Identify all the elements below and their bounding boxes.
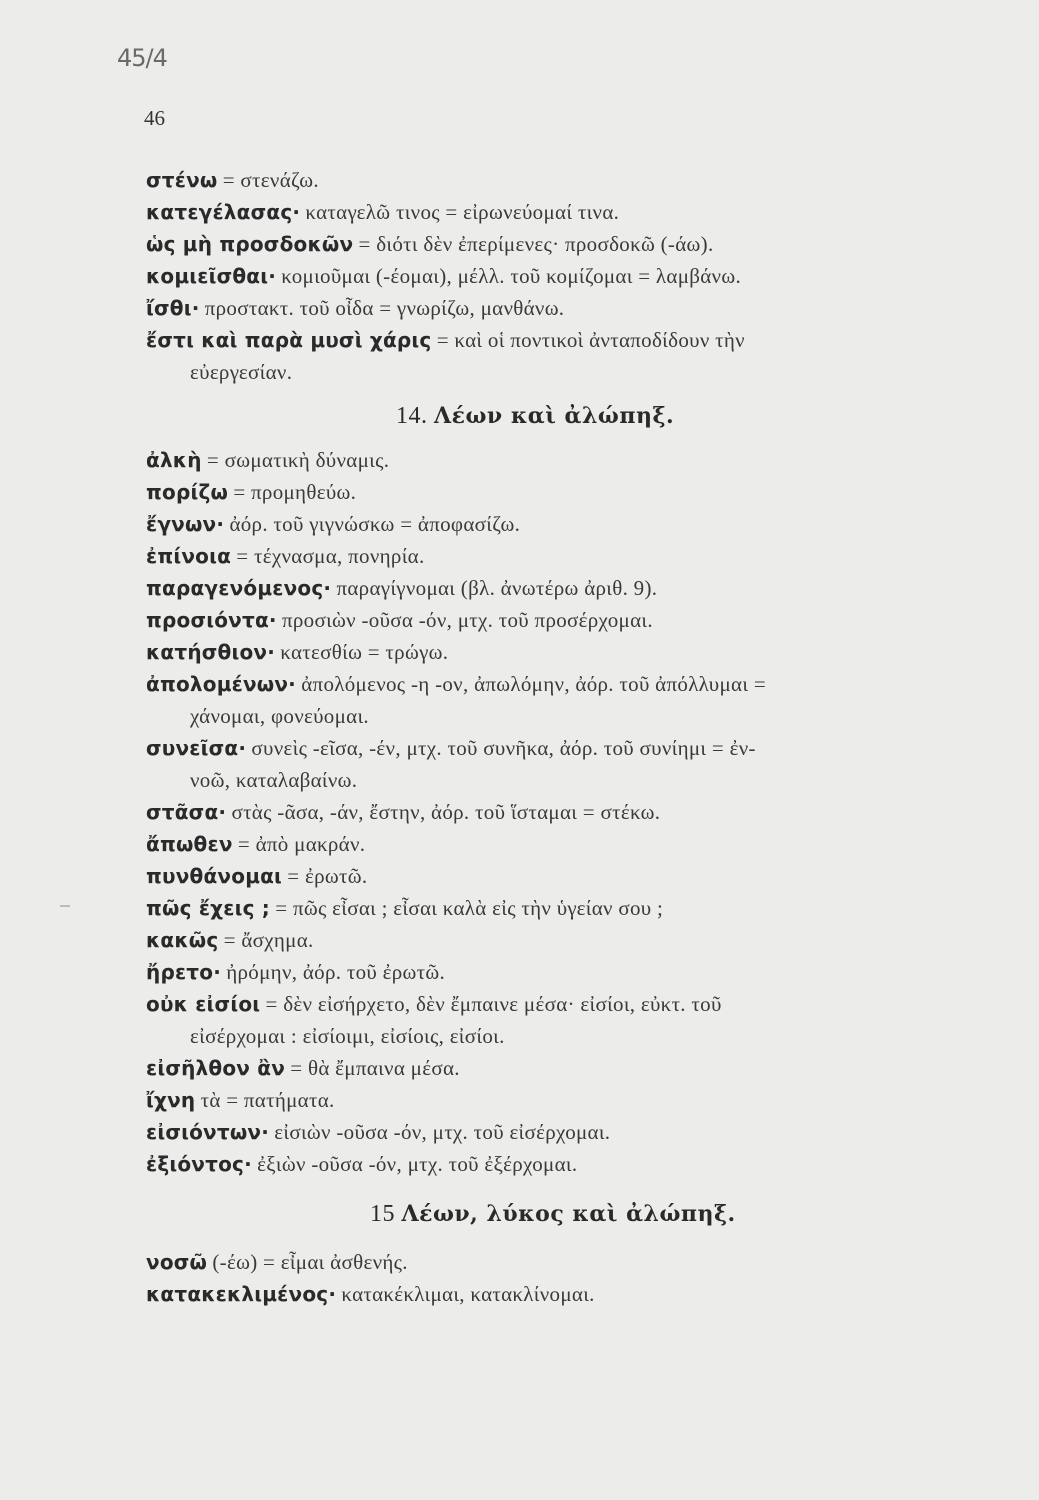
glossary-entry <box>146 260 982 292</box>
entry-term: στένω <box>146 168 218 192</box>
pencil-annotation: 45/4 <box>117 44 167 72</box>
entry-definition: = θὰ ἔμπαινα μέσα. <box>290 1056 460 1080</box>
glossary-entry <box>146 860 982 892</box>
glossary-entry <box>146 956 982 988</box>
entry-term: νοσῶ <box>146 1250 208 1274</box>
entry-definition: κατακέκλιμαι, κατακλίνομαι. <box>341 1282 595 1306</box>
glossary-entry <box>146 604 982 636</box>
glossary-entry <box>146 1148 982 1180</box>
entry-continuation: χάνομαι, φονεύομαι. <box>190 704 369 728</box>
glossary-content <box>146 164 982 1310</box>
entry-term: ἴχνη <box>146 1088 196 1112</box>
entry-definition: = στενάζω. <box>222 168 319 192</box>
entry-definition: συνεὶς -εῖσα, -έν, μτχ. τοῦ συνῆκα, ἀόρ. τοῦ συνίημι = ἐν- <box>251 736 756 760</box>
entry-definition: = καὶ οἱ ποντικοὶ ἀνταποδίδουν τὴν <box>436 328 745 352</box>
entry-term: πῶς ἔχεις ; <box>146 896 270 920</box>
entry-term: ἀλκὴ <box>146 448 202 472</box>
heading-title: Λέων καὶ ἀλώπηξ. <box>434 403 675 429</box>
entry-term: ἤρετο· <box>146 960 221 984</box>
glossary-entry <box>146 732 982 796</box>
glossary-section-14 <box>146 444 982 1180</box>
entry-term: παραγενόμενος· <box>146 576 332 600</box>
entry-term: ἀπολομένων· <box>146 672 296 696</box>
entry-term: ἴσθι· <box>146 296 200 320</box>
entry-term: κατακεκλιμένος· <box>146 1282 337 1306</box>
entry-definition: = ἐρωτῶ. <box>287 864 368 888</box>
glossary-entry <box>146 1278 982 1310</box>
glossary-entry <box>146 572 982 604</box>
page-number: 46 <box>144 106 165 130</box>
heading-title: Λέων, λύκος καὶ ἀλώπηξ. <box>401 1201 736 1227</box>
glossary-entry <box>146 1116 982 1148</box>
entry-definition: = δὲν εἰσήρχετο, δὲν ἔμπαινε μέσα· εἰσίοι, εὐκτ. τοῦ <box>265 992 722 1016</box>
entry-definition: = προμηθεύω. <box>233 480 357 504</box>
entry-definition: κατεσθίω = τρώγω. <box>280 640 449 664</box>
entry-term: πορίζω <box>146 480 229 504</box>
glossary-entry <box>146 1246 982 1278</box>
entry-definition: ἐξιὼν -οῦσα -όν, μτχ. τοῦ ἐξέρχομαι. <box>257 1152 578 1176</box>
entry-definition: = σωματικὴ δύναμις. <box>206 448 390 472</box>
glossary-entry <box>146 540 982 572</box>
glossary-entry <box>146 476 982 508</box>
glossary-entry <box>146 164 982 196</box>
glossary-entry <box>146 892 982 924</box>
glossary-entry <box>146 636 982 668</box>
entry-definition: = διότι δὲν ἐπερίμενες· προσδοκῶ (-άω). <box>358 232 714 256</box>
entry-term: πυνθάνομαι <box>146 864 283 888</box>
entry-term: κατεγέλασας· <box>146 200 301 224</box>
entry-term: προσιόντα· <box>146 608 277 632</box>
entry-term: ὡς μὴ προσδοκῶν <box>146 232 354 256</box>
entry-definition: ἀόρ. τοῦ γιγνώσκω = ἀποφασίζω. <box>229 512 521 536</box>
entry-term: ἐξιόντος· <box>146 1152 252 1176</box>
entry-definition: προσιὼν -οῦσα -όν, μτχ. τοῦ προσέρχομαι. <box>281 608 653 632</box>
entry-continuation: εὐεργεσίαν. <box>190 360 293 384</box>
glossary-section-13-tail <box>146 164 982 388</box>
section-heading-15 <box>146 1198 982 1230</box>
entry-term: εἰσιόντων· <box>146 1120 270 1144</box>
entry-definition: = τέχνασμα, πονηρία. <box>236 544 425 568</box>
entry-term: στᾶσα· <box>146 800 227 824</box>
heading-number: 15 <box>370 1201 395 1227</box>
entry-continuation: νοῶ, καταλαβαίνω. <box>190 768 358 792</box>
glossary-entry <box>146 924 982 956</box>
entry-definition: κομιοῦμαι (-έομαι), μέλλ. τοῦ κομίζομαι = λαμβάνω. <box>281 264 742 288</box>
margin-mark <box>60 905 70 907</box>
glossary-entry <box>146 444 982 476</box>
glossary-entry <box>146 196 982 228</box>
glossary-entry <box>146 796 982 828</box>
entry-definition: (-έω) = εἶμαι ἀσθενής. <box>212 1250 408 1274</box>
entry-definition: = πῶς εἶσαι ; εἶσαι καλὰ εἰς τὴν ὑγείαν σου ; <box>275 896 664 920</box>
glossary-entry <box>146 228 982 260</box>
entry-term: ἐπίνοια <box>146 544 232 568</box>
glossary-section-15 <box>146 1246 982 1310</box>
entry-definition: ἠρόμην, ἀόρ. τοῦ ἐρωτῶ. <box>226 960 446 984</box>
entry-definition: παραγίγνομαι (βλ. ἀνωτέρω ἀριθ. 9). <box>336 576 658 600</box>
entry-definition: εἰσιὼν -οῦσα -όν, μτχ. τοῦ εἰσέρχομαι. <box>274 1120 611 1144</box>
entry-term: κομιεῖσθαι· <box>146 264 277 288</box>
heading-number: 14. <box>396 403 428 429</box>
entry-continuation: εἰσέρχομαι : εἰσίοιμι, εἰσίοις, εἰσίοι. <box>190 1024 505 1048</box>
glossary-entry <box>146 1084 982 1116</box>
entry-term: ἔγνων· <box>146 512 225 536</box>
entry-definition: καταγελῶ τινος = εἰρωνεύομαί τινα. <box>305 200 620 224</box>
entry-term: συνεῖσα· <box>146 736 247 760</box>
glossary-entry <box>146 292 982 324</box>
entry-definition: τὰ = πατήματα. <box>200 1088 335 1112</box>
entry-term: οὐκ εἰσίοι <box>146 992 261 1016</box>
glossary-entry <box>146 1052 982 1084</box>
entry-definition: ἀπολόμενος -η -ον, ἀπωλόμην, ἀόρ. τοῦ ἀπόλλυμαι = <box>301 672 766 696</box>
glossary-entry <box>146 828 982 860</box>
entry-definition: = ἄσχημα. <box>223 928 314 952</box>
entry-term: εἰσῆλθον ἂν <box>146 1056 286 1080</box>
entry-definition: = ἀπὸ μακράν. <box>237 832 366 856</box>
glossary-entry <box>146 988 982 1052</box>
entry-term: κακῶς <box>146 928 219 952</box>
glossary-entry <box>146 668 982 732</box>
section-heading-14 <box>146 400 982 432</box>
entry-term: ἄπωθεν <box>146 832 233 856</box>
glossary-entry <box>146 508 982 540</box>
entry-definition: στὰς -ᾶσα, -άν, ἔστην, ἀόρ. τοῦ ἵσταμαι = στέκω. <box>231 800 661 824</box>
glossary-entry <box>146 324 982 388</box>
entry-term: κατήσθιον· <box>146 640 276 664</box>
entry-definition: προστακτ. τοῦ οἶδα = γνωρίζω, μανθάνω. <box>204 296 565 320</box>
entry-term: ἔστι καὶ παρὰ μυσὶ χάρις <box>146 328 432 352</box>
